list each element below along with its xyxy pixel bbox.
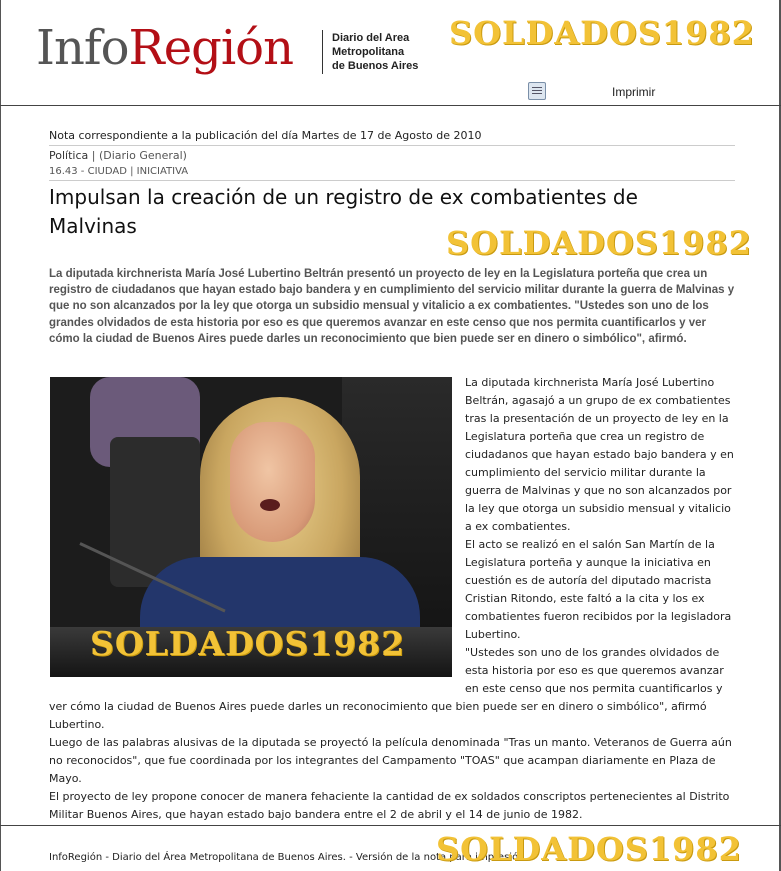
printer-icon[interactable] [528,82,546,100]
tagline-line-3: de Buenos Aires [332,60,419,72]
section-line [49,149,187,162]
body-paragraph-2: El acto se realizó en el salón San Martín de la Legislatura porteña y aunque la iniciativa en cuestión es de autoría del diputado macrista Cristian Ritondo, este faltó a la cita y los ex combatientes fueron recibidos por la legisladora Lubertino. [465,538,732,641]
watermark-top: SOLDADOS1982 [449,14,755,52]
publication-note: Nota correspondiente a la publicación del día Martes de 17 de Agosto de 2010 [49,129,735,146]
article-body [49,374,739,824]
inforegion-logo[interactable] [36,18,293,78]
section-link[interactable]: Política [49,149,89,162]
footer-text: InfoRegión - Diario del Área Metropolitana de Buenos Aires. - Versión de la nota para impresión [49,852,525,863]
article-lead: La diputada kirchnerista María José Lubertino Beltrán presentó un proyecto de ley en la Legislatura porteña que crea un registro de ciudadanos que hayan estado bajo bandera y en cumplimiento del servicio militar durante la guerra de Malvinas y que no son alcanzados por la ley que otorga un subsidio mensual y vitalicio a ex combatientes. "Ustedes son uno de los grandes olvidados de esta historia por eso es que queremos avanzar en este censo que nos permita cuantificarlos y ver cómo la ciudad de Buenos Aires puede darles un reconocimiento que bien puede ser en dinero o simbólico", afirmó. [49,268,735,345]
tagline [332,31,418,73]
print-link[interactable]: Imprimir [612,85,656,99]
photo-float-spacer [49,374,465,684]
logo-region-text: Región [128,20,293,76]
tagline-line-1: Diario del Area [332,32,410,44]
tagline-line-2: Metropolitana [332,46,405,58]
logo-divider [322,30,323,74]
watermark-bottom: SOLDADOS1982 [436,830,742,868]
body-paragraph-1: La diputada kirchnerista María José Lubertino Beltrán, agasajó a un grupo de ex combatientes tras la presentación de un proyecto de ley en la Legislatura porteña que crea un registro de ciudadanos que hayan estado bajo bandera y en cumplimiento del servicio militar durante la guerra de Malvinas y que no son alcanzados por la ley que otorga un subsidio mensual y vitalicio a ex combatientes. [465,376,734,533]
watermark-middle: SOLDADOS1982 [446,224,752,262]
logo-info-text: Info [36,20,129,76]
article-headline: Impulsan la creación de un registro de ex combatientes de Malvinas [49,185,638,238]
body-paragraph-4: Luego de las palabras alusivas de la diputada se proyectó la película denominada "Tras un manto. Veteranos de Guerra aún no reconocidos", que fue coordinada por los integrantes del Campamento "TOAS" que acampan diariamente en Plaza de Mayo. [49,736,732,785]
article-meta: 16.43 - CIUDAD | INICIATIVA [49,166,735,181]
page-border-left [0,0,1,871]
section-extra: | (Diario General) [88,149,187,162]
header-divider [0,105,781,106]
footer-divider [0,825,781,826]
body-paragraph-5: El proyecto de ley propone conocer de manera fehaciente la cantidad de ex soldados conscriptos pertenecientes al Distrito Militar Buenos Aires, que hayan estado bajo bandera entre el 2 de abril y el 14 de junio de 1982. [49,790,730,821]
watermark-photo: SOLDADOS1982 [90,624,406,663]
body-paragraph-3: "Ustedes son uno de los grandes olvidados de esta historia por eso es que queremos avanzar en este censo que nos permita cuantificarlos y ver cómo la ciudad de Buenos Aires puede darles un reconocimiento que bien puede ser en dinero o simbólico", afirmó Lubertino. [49,646,724,731]
